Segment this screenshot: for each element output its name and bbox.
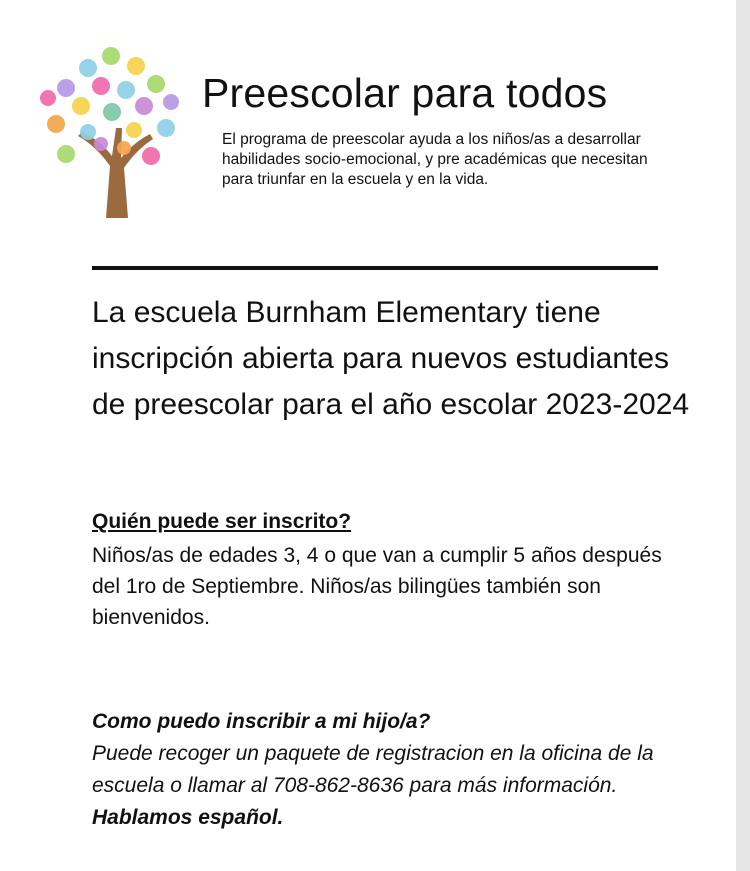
who-question: Quién puede ser inscrito?	[92, 510, 352, 533]
how-answer: Puede recoger un paquete de registracion en la oficina de la escuela o llamar al 708-862-8636 para más información.	[92, 742, 654, 797]
enrollment-headline: La escuela Burnham Elementary tiene inscripción abierta para nuevos estudiantes de preescolar para el año escolar 2023-2024	[92, 296, 690, 421]
divider	[92, 266, 658, 270]
spanish-emphasis: Hablamos español.	[92, 806, 284, 829]
how-question: Como puedo inscribir a mi hijo/a?	[92, 710, 431, 733]
who-answer: Niños/as de edades 3, 4 o que van a cumplir 5 años después del 1ro de Septiembre. Niños/as bilingües también son bienvenidos.	[92, 544, 662, 629]
hand-tree-icon	[26, 36, 196, 218]
scroll-gutter	[736, 0, 750, 871]
program-description: El programa de preescolar ayuda a los niños/as a desarrollar habilidades socio-emocional, y pre académicas que necesitan para triunfar en la escuela y en la vida.	[222, 131, 648, 188]
how-section	[92, 706, 692, 834]
page-title: Preescolar para todos	[202, 70, 608, 116]
